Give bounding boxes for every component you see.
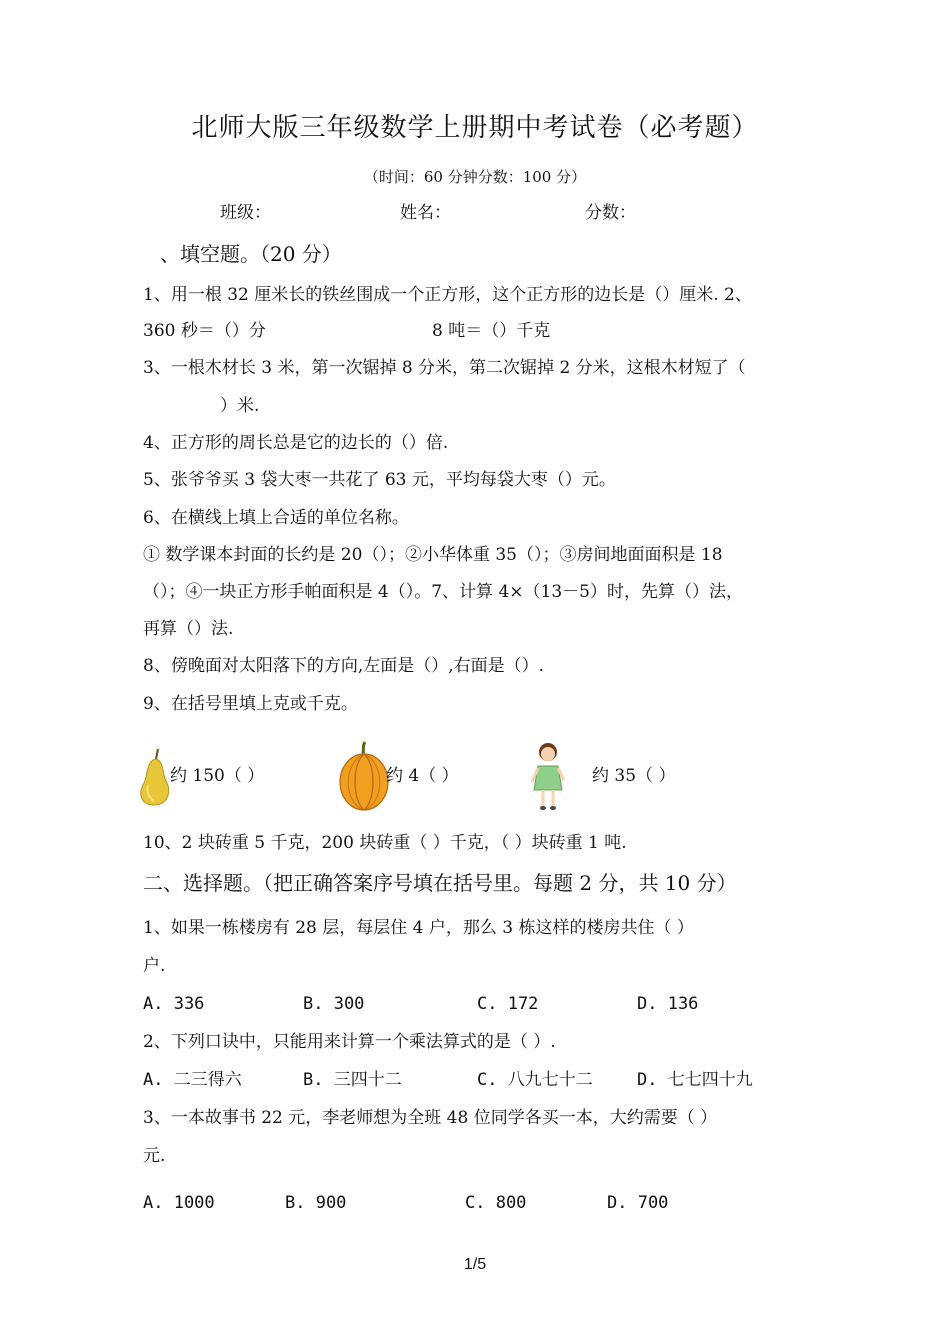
option-c: C. 172 — [477, 994, 539, 1014]
girl-icon — [528, 740, 568, 814]
q9-pear-label: 约 150（ ） — [170, 766, 265, 786]
option-b: B. 900 — [285, 1193, 347, 1213]
question-line: 2、下列口诀中，只能用来计算一个乘法算式的是（ ）. — [143, 1032, 556, 1052]
question-line: 4、正方形的周长总是它的边长的（）倍. — [143, 433, 449, 453]
class-field-label: 班级： — [220, 203, 271, 223]
question-line: 10、2 块砖重 5 千克，200 块砖重（ ）千克，（ ）块砖重 1 吨. — [143, 833, 627, 853]
question-line: 3、一本故事书 22 元，李老师想为全班 48 位同学各买一本，大约需要（ ） — [143, 1108, 718, 1128]
section1-heading: 、填空题。（20 分） — [160, 242, 342, 266]
option-a: A. 1000 — [143, 1193, 215, 1213]
option-d: D. 136 — [637, 994, 699, 1014]
question-line: ① 数学课本封面的长约是 20（）；②小华体重 35（）；③房间地面面积是 18 — [143, 545, 723, 565]
question-line: 6、在横线上填上合适的单位名称。 — [143, 508, 409, 528]
name-field-label: 姓名： — [400, 203, 451, 223]
q9-pumpkin-label: 约 4（ ） — [386, 766, 459, 786]
pumpkin-icon — [338, 740, 390, 812]
option-b: B. 三四十二 — [303, 1070, 402, 1090]
question-line: 元. — [143, 1146, 166, 1166]
question-line: 3、一根木材长 3 米，第一次锯掉 8 分米，第二次锯掉 2 分米，这根木材短了（ — [143, 358, 746, 378]
question-line: 户. — [143, 956, 166, 976]
score-field-label: 分数： — [585, 203, 636, 223]
question-line: 5、张爷爷买 3 袋大枣一共花了 63 元，平均每袋大枣（）元。 — [143, 470, 616, 490]
question-line: 1、用一根 32 厘米长的铁丝围成一个正方形，这个正方形的边长是（）厘米. 2、 — [143, 285, 752, 305]
question-line: 9、在括号里填上克或千克。 — [143, 694, 358, 714]
question-line: 再算（）法. — [143, 619, 234, 639]
option-d: D. 七七四十九 — [637, 1070, 753, 1090]
option-c: C. 800 — [465, 1193, 527, 1213]
option-b: B. 300 — [303, 994, 365, 1014]
pear-icon — [136, 745, 174, 807]
question-line: 8 吨＝（）千克 — [432, 321, 551, 341]
section2-heading: 二、选择题。（把正确答案序号填在括号里。每题 2 分，共 10 分） — [143, 871, 737, 895]
option-a: A. 二三得六 — [143, 1070, 242, 1090]
q9-girl-label: 约 35（ ） — [592, 766, 676, 786]
page-number: 1/5 — [463, 1256, 487, 1273]
option-c: C. 八九七十二 — [477, 1070, 593, 1090]
page-title: 北师大版三年级数学上册期中考试卷（必考题） — [191, 113, 759, 143]
question-line: 8、傍晚面对太阳落下的方向,左面是（）,右面是（）. — [143, 656, 545, 676]
question-line: 1、如果一栋楼房有 28 层，每层住 4 户，那么 3 栋这样的楼房共住（ ） — [143, 918, 694, 938]
question-line: （）；④一块正方形手帕面积是 4（）。7、计算 4×（13－5）时，先算（）法， — [143, 582, 743, 602]
question-line: ）米. — [220, 396, 260, 416]
option-d: D. 700 — [607, 1193, 669, 1213]
exam-subtitle: （时间：60 分钟分数：100 分） — [363, 168, 587, 186]
option-a: A. 336 — [143, 994, 205, 1014]
question-line: 360 秒＝（）分 — [143, 321, 266, 341]
